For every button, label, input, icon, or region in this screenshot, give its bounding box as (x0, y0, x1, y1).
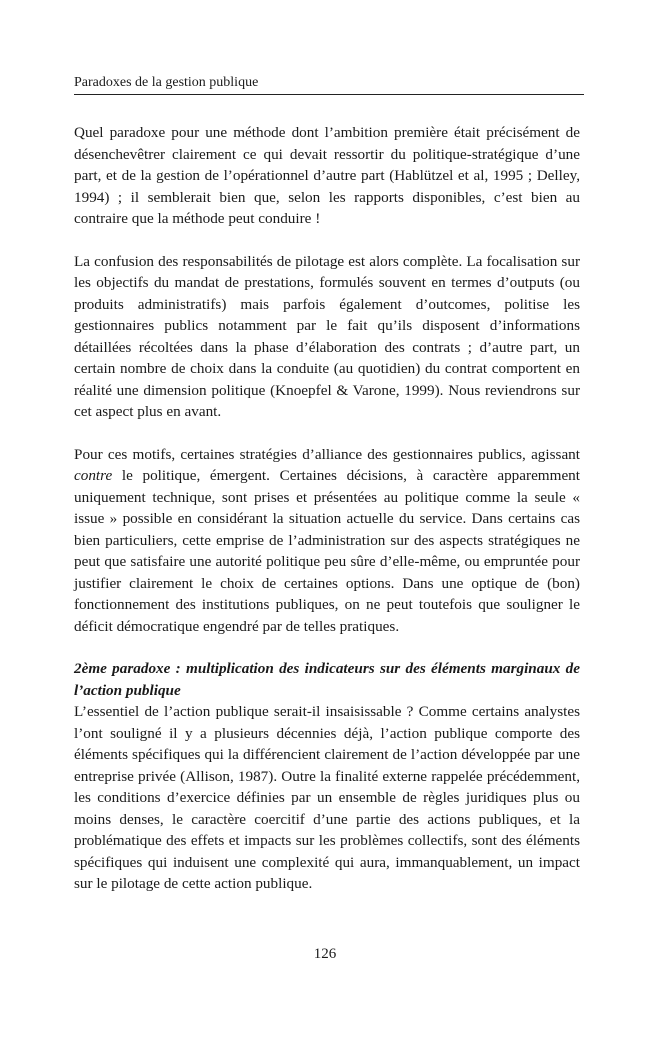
paragraph-3-text-start: Pour ces motifs, certaines stratégies d’alliance des gestionnaires publics, agissant (74, 445, 580, 463)
running-title: Paradoxes de la gestion publique (74, 75, 259, 90)
paragraph-3-emphasis: contre (74, 467, 113, 484)
page-body (74, 122, 580, 895)
page-number: 126 (313, 946, 337, 962)
paragraph-2: La confusion des responsabilités de pilotage est alors complète. La focalisation sur les objectifs du mandat de prestations, formulés souvent en termes d’outputs (ou produits administratifs) mais parfois également d’outcomes, politise les gestionnaires publics notamment par le fait qu’ils disposent d’informations détaillées récoltées dans la phase d’élaboration des contrats ; d’autre part, un certain nombre de choix dans la conduite (au quotidien) du contrat comportent en réalité une dimension politique (Knoepfel & Varone, 1999). Nous reviendrons sur cet aspect plus en avant. (74, 252, 580, 420)
section-heading: 2ème paradoxe : multiplication des indicateurs sur des éléments marginaux de l’action publique (74, 660, 580, 699)
paragraph-1: Quel paradoxe pour une méthode dont l’ambition première était précisément de désenchevêtrer clairement ce qui devait ressortir du politique-stratégique d’une part, et de la gestion de l’opérationnel d’autre part (Hablützel et al, 1995 ; Delley, 1994) ; il semblerait bien que, selon les rapports disponibles, c’est bien au contraire que la méthode peut conduire ! (74, 124, 580, 227)
running-header (74, 74, 584, 95)
paragraph-4: L’essentiel de l’action publique serait-il insaisissable ? Comme certains analystes l’ont souligné il y a plusieurs décennies déjà, l’action publique comporte des éléments spécifiques qui la différencient clairement de l’action développée par une entreprise privée (Allison, 1987). Outre la finalité externe rappelée précédemment, les conditions d’exercice définies par un ensemble de règles juridiques plus ou moins denses, le caractère coercitif d’une partie des actions publiques, et la problématique des effets et impacts sur les problèmes collectifs, sont des éléments spécifiques qui induisent une complexité qui aura, immanquablement, un impact sur le pilotage de cette action publique. (74, 703, 580, 892)
paragraph-3-text-end: le politique, émergent. Certaines décisions, à caractère apparemment uniquement technique, sont prises et présentées au politique comme la seule « issue » possible en considérant la situation actuelle du service. Dans certains cas bien particuliers, cette emprise de l’administration sur des aspects stratégiques ne peut que satisfaire une autorité politique peu sûre d’elle-même, ou empruntée pour justifier clairement le choix de certaines options. Dans une optique de (bon) fonctionnement des institutions publiques, on ne peut toutefois que souligner le déficit démocratique engendré par de telles pratiques. (74, 467, 580, 635)
paragraph-3 (74, 444, 580, 638)
